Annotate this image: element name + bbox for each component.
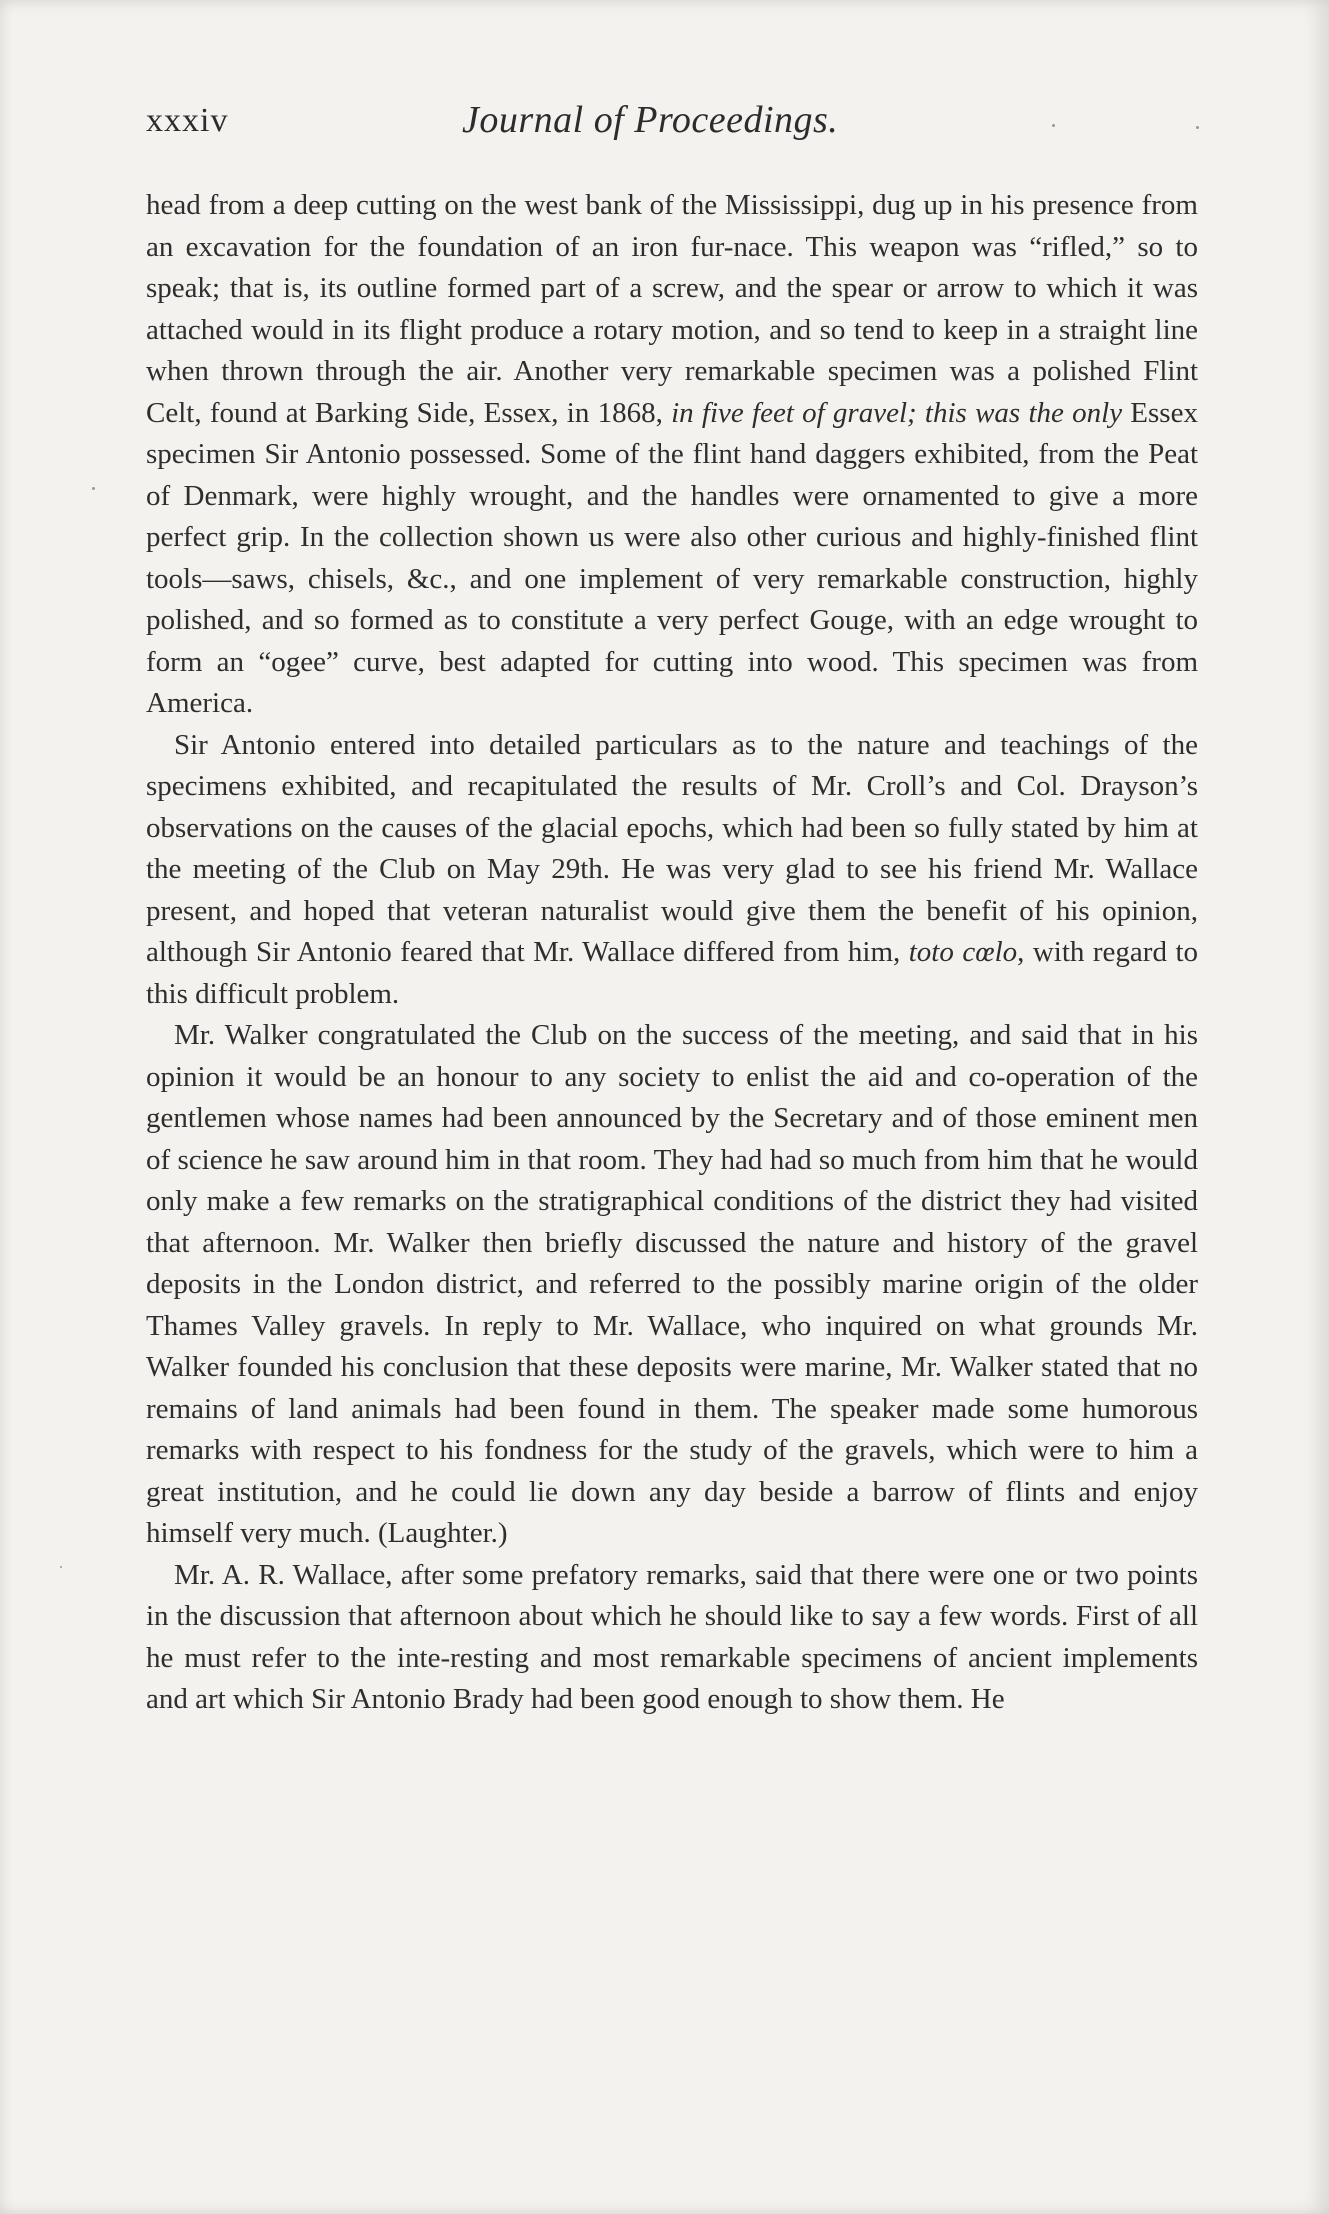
paragraph-mr-walker	[146, 1015, 1198, 1555]
print-speck	[1196, 126, 1199, 129]
body-text	[146, 185, 1198, 1721]
running-title: Journal of Proceedings.	[462, 99, 839, 141]
print-speck	[60, 1566, 62, 1568]
text-segment: Essex specimen Sir Antonio possessed. Some of the flint hand daggers exhibited, from the Peat of Denmark, were highly wrought, and the handles were ornamented to give a more perfect grip. In the collection shown us were also other curious and highly-finished flint tools—saws, chisels, &c., and one implement of very remarkable construction, highly polished, and so formed as to constitute a very perfect Gouge, with an edge wrought to form an “ogee” curve, best adapted for cutting into wood. This specimen was from America.	[146, 396, 1198, 719]
text-segment: Mr. Walker congratulated the Club on the success of the meeting, and said that in his opinion it would be an honour to any society to enlist the aid and co-operation of the gentlemen whose names had been announced by the Secretary and of those eminent men of science he saw around him in that room. They had had so much from him that he would only make a few remarks on the stratigraphical conditions of the district they had visited that afternoon. Mr. Walker then briefly discussed the nature and history of the gravel deposits in the London district, and referred to the possibly marine origin of the older Thames Valley gravels. In reply to Mr. Wallace, who inquired on what grounds Mr. Walker founded his conclusion that these deposits were marine, Mr. Walker stated that no remains of land animals had been found in them. The speaker made some humorous remarks with respect to his fondness for the study of the gravels, which were to him a great institution, and he could lie down any day beside a barrow of flints and enjoy himself very much. (Laughter.)	[146, 1019, 1198, 1549]
paragraph-mr-wallace	[146, 1555, 1198, 1721]
print-speck	[1052, 124, 1055, 127]
paragraph-flint-specimens	[146, 185, 1198, 725]
running-head	[146, 98, 1200, 148]
print-speck	[92, 487, 95, 490]
page-number: xxxiv	[146, 102, 229, 139]
text-segment: Sir Antonio entered into detailed particulars as to the nature and teachings of the specimens exhibited, and recapitulated the results of Mr. Croll’s and Col. Drayson’s observations on the causes of the glacial epochs, which had been so fully stated by him at the meeting of the Club on May 29th. He was very glad to see his friend Mr. Wallace present, and hoped that veteran naturalist would give them the benefit of his opinion, although Sir Antonio feared that Mr. Wallace differed from him,	[146, 728, 1198, 968]
italic-text-segment: toto cœlo	[908, 936, 1018, 968]
text-segment: Mr. A. R. Wallace, after some prefatory remarks, said that there were one or two points in the discussion that afternoon about which he should like to say a few words. First of all he must refer to the inte-resting and most remarkable specimens of ancient implements and art which Sir Antonio Brady had been good enough to show them. He	[146, 1558, 1198, 1715]
paragraph-sir-antonio	[146, 725, 1198, 1016]
text-segment: head from a deep cutting on the west bank of the Mississippi, dug up in his presence from an excavation for the foundation of an iron fur-nace. This weapon was “rifled,” so to speak; that is, its outline formed part of a screw, and the spear or arrow to which it was attached would in its flight produce a rotary motion, and so tend to keep in a straight line when thrown through the air. Another very remarkable specimen was a polished Flint Celt, found at Barking Side, Essex, in 1868,	[146, 189, 1198, 429]
text-segment: , with regard to this difficult problem.	[146, 936, 1198, 1010]
italic-text-segment: in five feet of gravel; this was the only	[671, 396, 1123, 429]
